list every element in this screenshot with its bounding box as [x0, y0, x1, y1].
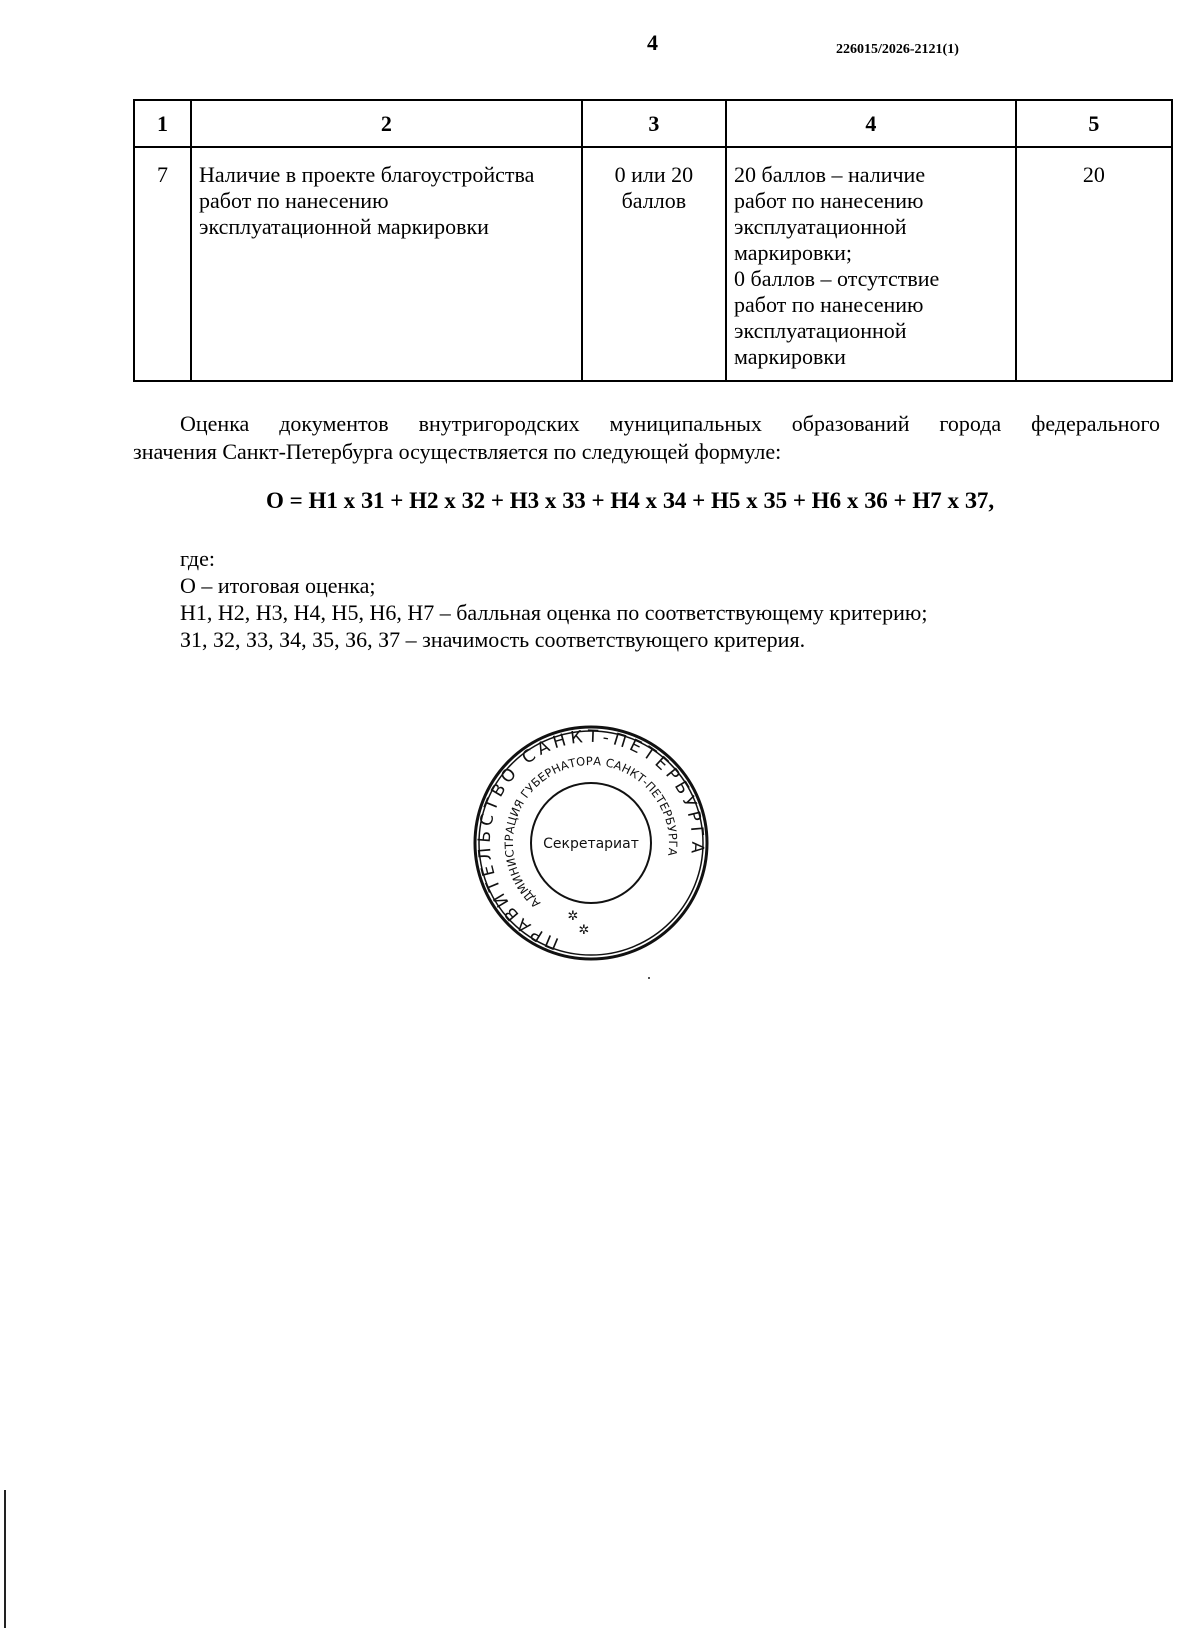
column-header-1: 1: [134, 100, 191, 147]
column-header-4: 4: [726, 100, 1016, 147]
score-line: баллов: [621, 188, 687, 213]
row-number-cell: 7: [134, 147, 191, 381]
description-line: эксплуатационной: [734, 318, 907, 343]
table-header-row: [134, 100, 1172, 147]
legend-item: Н1, Н2, Н3, Н4, Н5, Н6, Н7 – балльная оценка по соответствующему критерию;: [180, 600, 928, 625]
paragraph-line-1: Оценка документов внутригородских муниципальных образований города федерального: [180, 411, 1160, 436]
formula: О = Н1 х З1 + Н2 х З2 + Н3 х З3 + Н4 х З4 + Н5 х З5 + Н6 х З6 + Н7 х З7,: [266, 488, 995, 513]
criterion-line: Наличие в проекте благоустройства: [199, 162, 535, 187]
page-number: 4: [647, 30, 658, 55]
legend-item: О – итоговая оценка;: [180, 573, 376, 598]
legend-item: З1, З2, З3, З4, З5, З6, З7 – значимость соответствующего критерия.: [180, 627, 806, 652]
scan-edge-line: [4, 1490, 6, 1628]
paragraph-line-2: значения Санкт-Петербурга осуществляется по следующей формуле:: [133, 439, 782, 464]
scan-speck: [648, 977, 650, 979]
description-line: 20 баллов – наличие: [734, 162, 926, 187]
description-line: работ по нанесению: [734, 292, 924, 317]
description-line: эксплуатационной: [734, 214, 907, 239]
seal-center-text: Секретариат: [543, 836, 639, 852]
seal-outer-text: ПРАВИТЕЛЬСТВО САНКТ-ПЕТЕРБУРГА: [474, 726, 708, 954]
legend: [180, 545, 927, 653]
document-number: 226015/2026-2121(1): [836, 42, 959, 57]
seal-inner-text: АДМИНИСТРАЦИЯ ГУБЕРНАТОРА САНКТ-ПЕТЕРБУРГА: [501, 753, 681, 911]
criterion-line: эксплуатационной маркировки: [199, 214, 489, 239]
score-cell: [582, 147, 726, 381]
score-line: 0 или 20: [614, 162, 694, 187]
weight-cell: 20: [1016, 147, 1172, 381]
seal-star-icon: ✲: [578, 923, 590, 938]
criterion-line: работ по нанесению: [199, 188, 389, 213]
description-cell: [726, 147, 1016, 381]
table-row: [134, 147, 1172, 381]
description-line: маркировки;: [734, 240, 852, 265]
where-label: где:: [180, 546, 215, 571]
description-line: 0 баллов – отсутствие: [734, 266, 940, 291]
criteria-table: [133, 99, 1173, 382]
column-header-3: 3: [582, 100, 726, 147]
column-header-5: 5: [1016, 100, 1172, 147]
official-seal-stamp: [472, 724, 710, 962]
description-line: маркировки: [734, 344, 846, 369]
description-line: работ по нанесению: [734, 188, 924, 213]
seal-star-icon: ✲: [567, 909, 579, 924]
column-header-2: 2: [191, 100, 582, 147]
criterion-cell: [191, 147, 582, 381]
